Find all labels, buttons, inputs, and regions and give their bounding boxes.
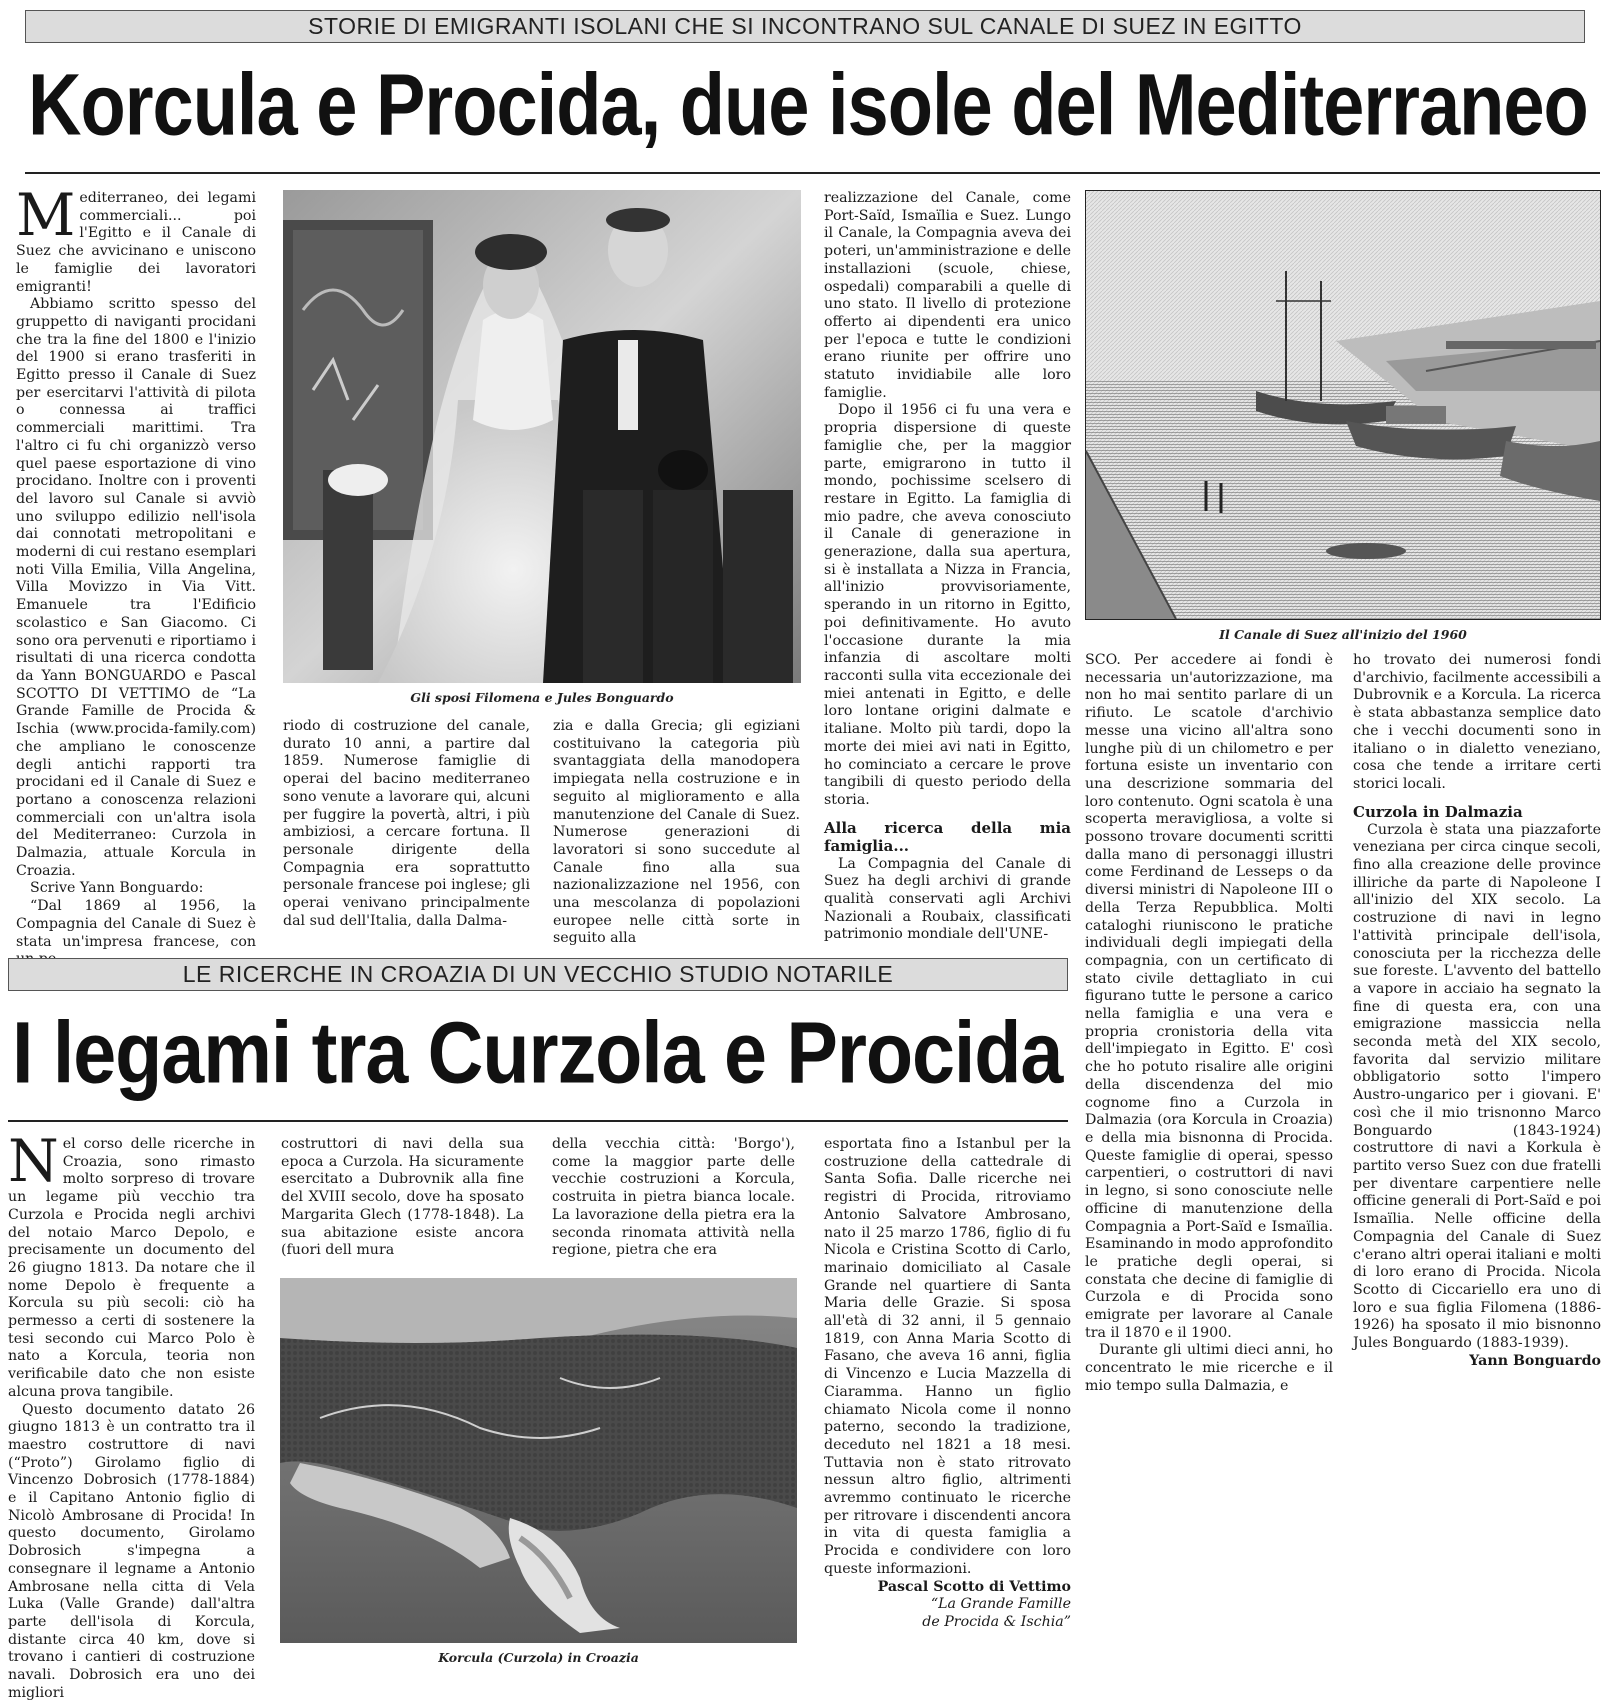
- paragraph: della vecchia città: 'Borgo'), come la maggior parte delle vecchie costruzioni a Korcula, costruita in pietra bianca locale. La lavorazione della pietra era la seconda rinomata attività nella regione, pietra che era: [552, 1136, 795, 1259]
- paragraph: Curzola è stata una piazzaforte veneziana per circa cinque secoli, fino alla creazione delle province illiriche da parte di Napoleone I all'inizio del XIX secolo. La costruzione di navi in legno l'attività principale dell'isola, conosciuta per la ricchezza delle sue foreste. L'avvento del battello a vapore in acciaio ha segnato la fine di questa era, con una emigrazione massiccia nella seconda metà del XIX secolo, favorita dal servizio militare obbligatorio sotto l'impero Austro-ungarico per i giovani. E' così che il mio trisnonno Marco Bonguardo (1843-1924) costruttore di navi a Korkula è partito verso Suez con due fratelli per diventare carpentiere nelle officine generali di Port-Saïd e poi Ismaïlia. Nelle officine della Compagnia del Canale di Suez c'erano altri operai italiani e molti di loro erano di Procida. Nicola Scotto di Ciccariello era uno di loro e sua figlia Filomena (1886-1926) ha sposato il mio bisnonno Jules Bonguardo (1883-1939).: [1353, 821, 1601, 1352]
- paragraph: zia e dalla Grecia; gli egiziani costituivano la categoria più svantaggiata della manodopera impiegata nella costruzione e in seguito al miglioramento e alla manutenzione del Canale di Suez. Numerose generazioni di lavoratori si sono succedute al Canale fino alla sua nazionalizzazione nel 1956, con una mescolanza di popolazioni europee nelle città sorte in seguito alla: [553, 718, 800, 947]
- article1-headline: Korcula e Procida, due isole del Mediterraneo: [28, 55, 1588, 154]
- drop-cap: M: [16, 181, 76, 249]
- suez-canal-caption: Il Canale di Suez all'inizio del 1960: [1219, 627, 1467, 642]
- suez-canal-engraving: [1085, 190, 1601, 620]
- article1-column-4: [824, 190, 1071, 943]
- article2-kicker: LE RICERCHE IN CROAZIA DI UN VECCHIO STUDIO NOTARILE: [8, 958, 1068, 991]
- paragraph: “Dal 1869 al 1956, la Compagnia del Canale di Suez è stata un'impresa francese, con: [16, 898, 256, 950]
- drop-cap: N: [8, 1127, 59, 1195]
- paragraph: Abbiamo scritto spesso del gruppetto di naviganti procidani che tra la fine del 1800 e l'inizio del 1900 si erano trasferiti in Egitto presso il Canale di Suez per esercitarvi l'attività di pilota o connessa ai traffici commerciali marittimi. Tra l'altro ci fu chi organizzò verso quel paese esportazione di vino procidano. Inoltre con i proventi del lavoro sul Canale si avviò uno sviluppo edilizio nell'isola dai connotati metropolitani e moderni di cui restano esemplari noti Villa Emilia, Villa Angelina, Villa Movizzo in Via Vitt. Emanuele tra l'Edificio scolastico e San Giacomo. Ci sono ora pervenuti e riportiamo i risultati di una ricerca condotta da Yann BONGUARDO e Pascal SCOTTO DI VETTIMO de “La Grande Famille de Procida & Ischia (www.procida-family.com) che ampliano le conoscenze degli antichi rapporti tra procidani ed il Canale di Suez e portano a conoscenza relazioni commerciali con un'altra isola del Mediterraneo: Curzola in Dalmazia, attuale Korcula in Croazia.: [16, 296, 256, 879]
- author-signature: Yann Bonguardo: [1469, 1352, 1601, 1369]
- wedding-photo: [283, 190, 801, 683]
- article2-column-2: [281, 1136, 524, 1271]
- article2-headline: I legami tra Curzola e Procida: [12, 1003, 1063, 1102]
- organization-line: “La Grande Famille: [930, 1596, 1071, 1613]
- article2-column-1: [8, 1127, 255, 1701]
- paragraph: SCO. Per accedere ai fondi è necessaria un'autorizzazione, ma non ho mai sentito parlare di un rifiuto. Le scatole d'archivio messe una vicino all'altra sono lunghe più di un chilometro e per fortuna esiste un inventario con una descrizione sommaria del loro contenuto. Ogni scatola è una scoperta meravigliosa, a volte si possono trovare documenti scritti dalla mano di personaggi illustri come Ferdinand de Lesseps o da diversi ministri di Napoleone III o della Terza Repubblica. Molti cataloghi riuniscono le pratiche individuali degli impiegati della compagnia, con un certificato di stato civile dettagliato in cui figurano tutte le persone a carico nella famiglia e una vera e propria cronistoria della vita dell'impiegato in Egitto. E' così che ho potuto risalire alle origini della discendenza del mio cognome fino a Curzola in Dalmazia (ora Korcula in Croazia) e della mia bisnonna di Procida. Queste famiglie di operai, spesso carpentieri, o costruttori di navi in legno, si sono conosciute nelle officine di manutenzione della Compagnia a Port-Saïd e Ismaïlia. Esaminando in modo approfondito le pratiche degli operai, si constata che decine di famiglie di Curzola e di Procida sono emigrate per lavorare al Canale tra il 1870 e il 1900.: [1085, 652, 1334, 1341]
- headline-rule: [25, 172, 1600, 174]
- paragraph: costruttori di navi della sua epoca a Curzola. Ha sicuramente esercitato a Dubrovnik alla fine del XVIII secolo, dove ha sposato Margarita Glech (1778-1848). La sua abitazione esiste ancora (fuori dell mura: [281, 1136, 524, 1259]
- author-signature: Pascal Scotto di Vettimo: [877, 1578, 1071, 1595]
- article1-column-5: [1085, 652, 1333, 1397]
- korcula-aerial-photo: [280, 1278, 797, 1643]
- paragraph: esportata fino a Istanbul per la costruzione della cattedrale di Santa Sofia. Dalle ricerche nei registri di Procida, ritroviamo Antonio Salvatore Ambrosano, nato il 25 marzo 1786, figlio di fu Nicola e Cristina Scotto di Carlo, marinaio domiciliato al Casale Grande nel quartiere di Santa Maria delle Grazie. Si sposa all'età di 32 anni, il 5 gennaio 1819, con Anna Maria Scotto di Fasano, che aveva 16 anni, figlia di Vincenzo e Lucia Mazzella di Ciaramma. Hanno un figlio chiamato Nicola come il nonno paterno, secondo la tradizione, deceduto nel 1821 a 18 mesi. Tuttavia non è stato ritrovato nessun altro figlio, altrimenti avremmo continuato le ricerche per ritrovare i discendenti ancora in vita di questa famiglia a Procida e condividere con loro queste informazioni.: [824, 1136, 1071, 1577]
- paragraph: Questo documento datato 26 giugno 1813 è un contratto tra il maestro costruttore di navi (“Proto”) Girolamo figlio di Vincenzo Dobrosich (1778-1884) e il Capitano Antonio figlio di Nicolò Ambrosane di Procida! In questo documento, Girolamo Dobrosich s'impegna a consegnare il legname a Antonio Ambrosane nella citta di Vela Luka (Valle Grande) dall'altra parte dell'isola di Korcula, distante circa 40 km, dove si trovano i cantieri di costruzione navali. Dobrosich era uno dei migliori: [8, 1401, 255, 1701]
- paragraph: Scrive Yann Bonguardo:: [30, 880, 204, 897]
- paragraph: Durante gli ultimi dieci anni, ho concentrato le mie ricerche e il mio tempo sulla Dalmazia, e: [1085, 1342, 1333, 1394]
- paragraph: La Compagnia del Canale di Suez ha degli archivi di grande qualità conservati agli Archivi Nazionali a Roubaix, classificati patrimonio mondiale dell'UNE-: [824, 855, 1071, 943]
- article2-column-4: [824, 1136, 1071, 1671]
- paragraph: realizzazione del Canale, come Port-Saïd, Ismaïlia e Suez. Lungo il Canale, la Compagnia aveva dei poteri, un'amministrazione e delle installazioni (scuole, chiese, ospedali) comparabili a quelle di uno stato. Il livello di protezione offerto ai dipendenti era unico per l'epoca e tutte le condizioni erano riunite per offrire uno statuto invidiabile alle loro famiglie.: [824, 190, 1071, 401]
- korcula-aerial-caption: Korcula (Curzola) in Croazia: [438, 1650, 639, 1665]
- article1-kicker: STORIE DI EMIGRANTI ISOLANI CHE SI INCONTRANO SUL CANALE DI SUEZ IN EGITTO: [25, 10, 1585, 43]
- section-heading: Alla ricerca della mia famiglia...: [824, 818, 1071, 855]
- paragraph: ho trovato dei numerosi fondi d'archivio, facilmente accessibili a Dubrovnik e a Korcula. La ricerca è stata abbastanza semplice dato che i vecchi documenti sono in italiano o in dialetto veneziano, cosa che tende a irritare certi storici locali.: [1353, 652, 1601, 792]
- wedding-photo-caption: Gli sposi Filomena e Jules Bonguardo: [410, 690, 674, 705]
- article1-column-6: [1353, 652, 1601, 1397]
- paragraph: editerraneo, dei legami commerciali... poi l'Egitto e il Canale di Suez che avvicinano e uniscono le famiglie dei lavoratori emigranti!: [16, 190, 256, 295]
- article1-column-1: [16, 181, 256, 950]
- section-heading: Curzola in Dalmazia: [1353, 802, 1523, 821]
- headline-rule: [8, 1120, 1068, 1122]
- article2-column-3: [552, 1136, 795, 1271]
- article1-column-3: [553, 718, 800, 947]
- paragraph: riodo di costruzione del canale, durato 10 anni, a partire dal 1859. Numerose famiglie di operai del bacino mediterraneo sono venute a lavorare qui, alcuni per fuggire la povertà, altri, i più ambiziosi, a cercare fortuna. Il personale dirigente della Compagnia era soprattutto personale francese poi inglese; gli operai venivano principalmente dal sud dell'Italia, dalla Dalma-: [283, 718, 530, 929]
- article1-column-2: [283, 718, 530, 938]
- paragraph: el corso delle ricerche in Croazia, sono rimasto molto sorpreso di trovare un legame più vecchio tra Curzola e Procida negli archivi del notaio Marco Depolo, e precisamente un documento del 26 giugno 1813. Da notare che il nome Depolo è frequente a Korcula su più secoli: ciò ha permesso a certi di sostenere la tesi secondo cui Marco Polo è nato a Korcula, teoria non verificabile dato che non esiste alcuna prova tangibile.: [8, 1136, 255, 1400]
- organization-line: de Procida & Ischia”: [922, 1613, 1071, 1630]
- paragraph: Dopo il 1956 ci fu una vera e propria dispersione di queste famiglie che, per la maggior parte, emigrarono in tutto il mondo, pochissime scelsero di restare in Egitto. La famiglia di mio padre, che aveva conosciuto il Canale di generazione in generazione, dalla sua apertura, si è installata a Nizza in Francia, all'inizio provvisoriamente, sperando in un ritorno in Egitto, poi definitivamente. Ho avuto l'occasione durante la mia infanzia di ascoltare molti racconti sulla vita eccezionale dei miei antenati in Egitto, e delle loro lontane origini dalmate e italiane. Molto più tardi, dopo la morte dei miei avi nati in Egitto, ho cominciato a cercare le prove tangibili di questo periodo della storia.: [824, 402, 1071, 808]
